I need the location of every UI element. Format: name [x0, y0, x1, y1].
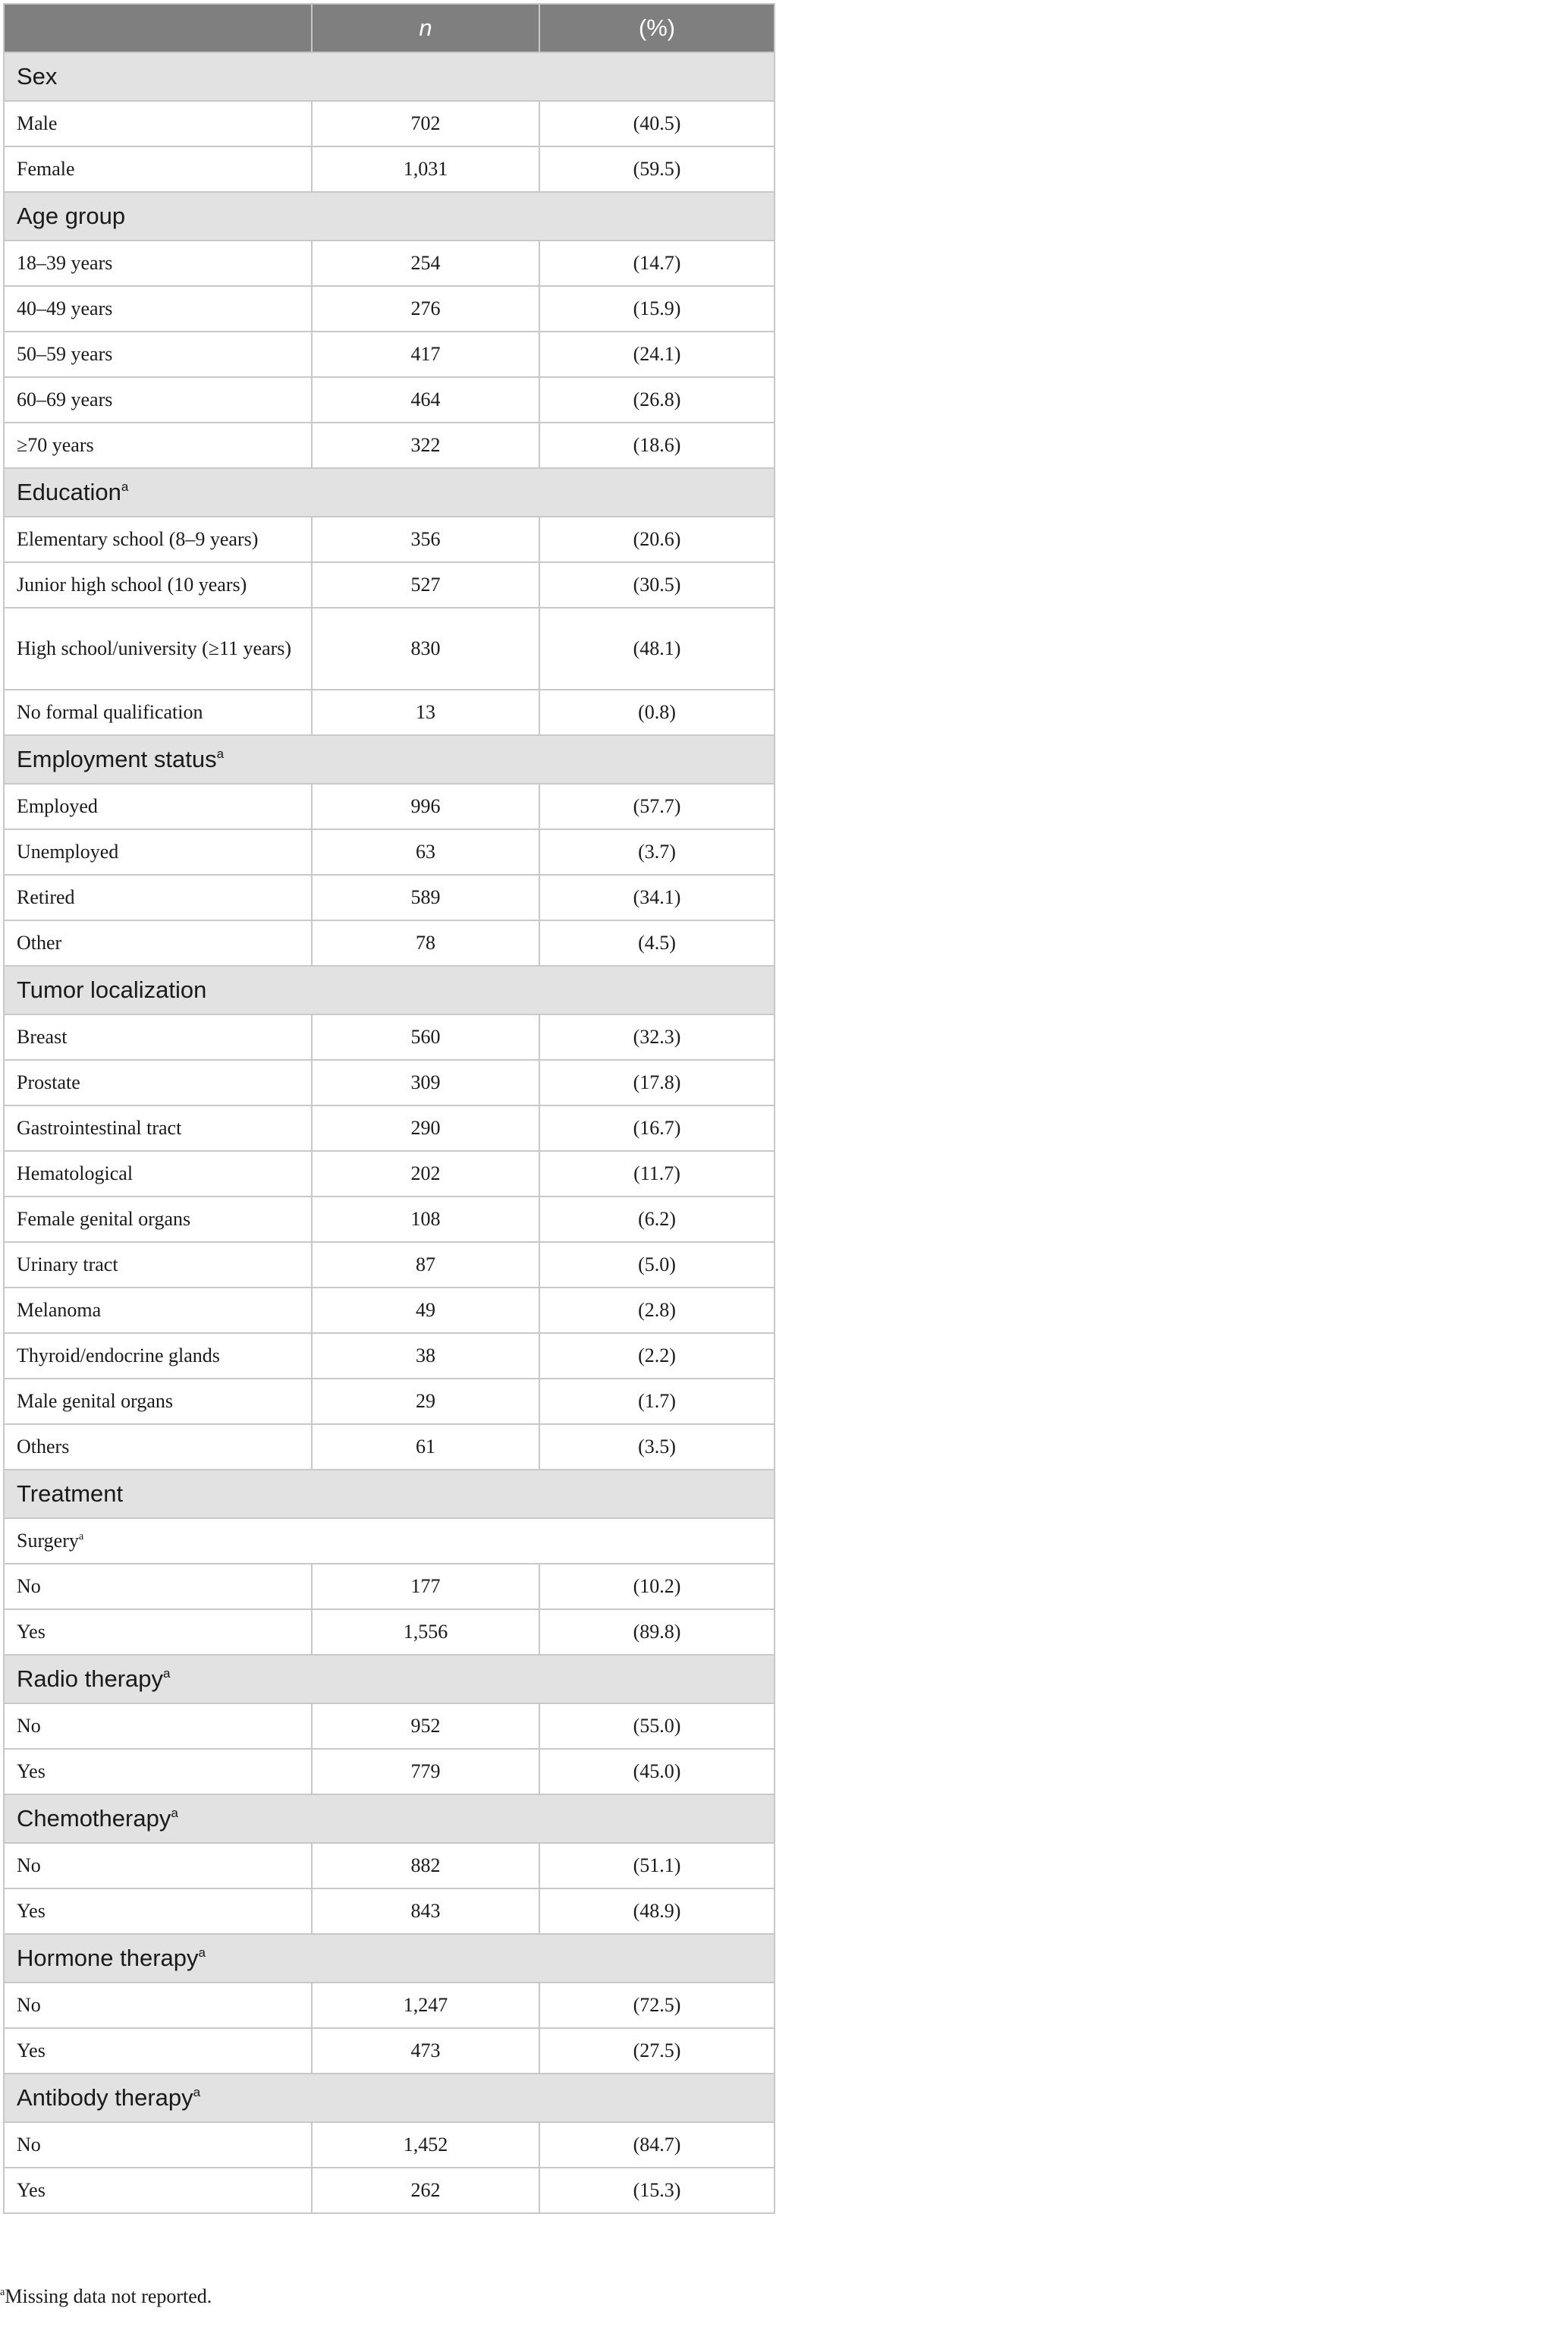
- row-label-cell: Thyroid/endocrine glands: [4, 1333, 312, 1379]
- row-label-cell: Breast: [4, 1014, 312, 1060]
- row-n-cell: 996: [312, 784, 539, 829]
- row-n-cell: 87: [312, 1242, 539, 1288]
- row-n-cell: 952: [312, 1703, 539, 1749]
- row-pct-cell: (27.5): [539, 2028, 775, 2074]
- table-row: [4, 1424, 775, 1470]
- row-n-cell: 527: [312, 562, 539, 608]
- row-pct-cell: (1.7): [539, 1379, 775, 1424]
- row-pct-cell: (3.5): [539, 1424, 775, 1470]
- section-header-row: [4, 52, 775, 101]
- row-pct-cell: (16.7): [539, 1105, 775, 1151]
- row-pct-cell: (0.8): [539, 690, 775, 735]
- footnote-marker: a: [216, 747, 225, 762]
- row-pct-cell: (4.5): [539, 920, 775, 966]
- section-title: [4, 1794, 775, 1843]
- row-pct-cell: (15.9): [539, 286, 775, 332]
- row-label-cell: Other: [4, 920, 312, 966]
- row-label-cell: ≥70 years: [4, 423, 312, 468]
- row-pct-cell: (15.3): [539, 2168, 775, 2213]
- row-label-cell: Hematological: [4, 1151, 312, 1197]
- row-pct-cell: (2.2): [539, 1333, 775, 1379]
- row-pct-cell: (3.7): [539, 829, 775, 875]
- row-label-cell: Employed: [4, 784, 312, 829]
- row-n-cell: 882: [312, 1843, 539, 1888]
- row-n-cell: 830: [312, 608, 539, 690]
- row-n-cell: 63: [312, 829, 539, 875]
- row-pct-cell: (55.0): [539, 1703, 775, 1749]
- row-label-cell: Melanoma: [4, 1288, 312, 1333]
- table-row: [4, 1564, 775, 1609]
- row-label-cell: Others: [4, 1424, 312, 1470]
- row-pct-cell: (6.2): [539, 1197, 775, 1242]
- row-label-cell: 18–39 years: [4, 241, 312, 286]
- section-title-text: Radio therapy: [17, 1665, 164, 1692]
- row-n-cell: 464: [312, 377, 539, 423]
- row-n-cell: 202: [312, 1151, 539, 1197]
- row-label-cell: Female: [4, 146, 312, 192]
- row-n-cell: 1,031: [312, 146, 539, 192]
- table-row: [4, 2168, 775, 2213]
- row-n-cell: 843: [312, 1888, 539, 1934]
- row-pct-cell: (72.5): [539, 1983, 775, 2028]
- table-row: [4, 146, 775, 192]
- table-footnote: [0, 2285, 212, 2308]
- section-title-text: Employment status: [17, 746, 217, 772]
- row-pct-cell: (10.2): [539, 1564, 775, 1609]
- section-title-text: Treatment: [17, 1480, 124, 1507]
- section-title-text: Age group: [17, 203, 126, 229]
- row-label-cell: Unemployed: [4, 829, 312, 875]
- row-pct-cell: (11.7): [539, 1151, 775, 1197]
- table-row: [4, 241, 775, 286]
- row-pct-cell: (2.8): [539, 1288, 775, 1333]
- row-label-cell: Gastrointestinal tract: [4, 1105, 312, 1151]
- row-n-cell: 61: [312, 1424, 539, 1470]
- footnote-marker: a: [0, 2286, 5, 2298]
- row-label-cell: No: [4, 1703, 312, 1749]
- row-n-cell: 38: [312, 1333, 539, 1379]
- table-row: [4, 608, 775, 690]
- table-row: [4, 1242, 775, 1288]
- demographics-table-container: [3, 3, 774, 2214]
- table-row: [4, 1888, 775, 1934]
- row-n-cell: 254: [312, 241, 539, 286]
- header-row: [4, 4, 775, 52]
- table-row: [4, 332, 775, 377]
- row-label-cell: Yes: [4, 1609, 312, 1655]
- row-n-cell: 560: [312, 1014, 539, 1060]
- row-label-cell: Yes: [4, 2028, 312, 2074]
- row-label-cell: 60–69 years: [4, 377, 312, 423]
- row-pct-cell: (84.7): [539, 2122, 775, 2168]
- row-label-cell: No: [4, 1843, 312, 1888]
- row-n-cell: 276: [312, 286, 539, 332]
- section-header-row: [4, 1655, 775, 1703]
- row-label-cell: No: [4, 2122, 312, 2168]
- section-title-text: Education: [17, 479, 121, 505]
- section-title-text: Hormone therapy: [17, 1945, 199, 1971]
- row-label-cell: Male: [4, 101, 312, 146]
- row-pct-cell: (18.6): [539, 423, 775, 468]
- row-label-cell: No formal qualification: [4, 690, 312, 735]
- row-pct-cell: (89.8): [539, 1609, 775, 1655]
- table-row: [4, 1609, 775, 1655]
- table-row: [4, 1105, 775, 1151]
- section-title: [4, 735, 775, 784]
- row-label-cell: 50–59 years: [4, 332, 312, 377]
- row-label-cell: Yes: [4, 1749, 312, 1794]
- row-pct-cell: (14.7): [539, 241, 775, 286]
- footnote-marker: a: [193, 2085, 201, 2100]
- row-n-cell: 473: [312, 2028, 539, 2074]
- row-n-cell: 702: [312, 101, 539, 146]
- footnote-marker: a: [163, 1666, 171, 1681]
- footnote-marker: a: [78, 1530, 84, 1542]
- row-pct-cell: (24.1): [539, 332, 775, 377]
- row-n-cell: 322: [312, 423, 539, 468]
- table-row: [4, 286, 775, 332]
- table-row: [4, 875, 775, 920]
- row-pct-cell: (26.8): [539, 377, 775, 423]
- row-label-cell: 40–49 years: [4, 286, 312, 332]
- subsection-row: [4, 1518, 775, 1564]
- table-row: [4, 101, 775, 146]
- table-row: [4, 2028, 775, 2074]
- row-pct-cell: (59.5): [539, 146, 775, 192]
- row-pct-cell: (17.8): [539, 1060, 775, 1105]
- table-row: [4, 1197, 775, 1242]
- row-pct-cell: (30.5): [539, 562, 775, 608]
- section-header-row: [4, 735, 775, 784]
- table-row: [4, 423, 775, 468]
- table-row: [4, 1060, 775, 1105]
- section-title: [4, 468, 775, 517]
- row-pct-cell: (40.5): [539, 101, 775, 146]
- footnote-text: Missing data not reported.: [5, 2285, 212, 2307]
- table-header: [4, 4, 775, 52]
- row-n-cell: 290: [312, 1105, 539, 1151]
- row-label-cell: Male genital organs: [4, 1379, 312, 1424]
- subsection-label-text: Surgery: [17, 1530, 79, 1552]
- row-label-cell: Female genital organs: [4, 1197, 312, 1242]
- section-header-row: [4, 2074, 775, 2122]
- row-label-cell: Retired: [4, 875, 312, 920]
- row-n-cell: 1,556: [312, 1609, 539, 1655]
- table-row: [4, 517, 775, 562]
- row-n-cell: 29: [312, 1379, 539, 1424]
- table-row: [4, 562, 775, 608]
- row-label-cell: Yes: [4, 1888, 312, 1934]
- table-row: [4, 1703, 775, 1749]
- section-header-row: [4, 1470, 775, 1518]
- row-n-cell: 262: [312, 2168, 539, 2213]
- table-row: [4, 690, 775, 735]
- row-label-cell: Prostate: [4, 1060, 312, 1105]
- section-title-text: Tumor localization: [17, 976, 207, 1003]
- table-row: [4, 1014, 775, 1060]
- table-row: [4, 1749, 775, 1794]
- section-title: [4, 1655, 775, 1703]
- row-pct-cell: (5.0): [539, 1242, 775, 1288]
- section-header-row: [4, 966, 775, 1014]
- table-row: [4, 1983, 775, 2028]
- section-title-text: Chemotherapy: [17, 1805, 171, 1832]
- header-label-cell: [4, 4, 312, 52]
- row-label-cell: Yes: [4, 2168, 312, 2213]
- section-title-text: Sex: [17, 63, 58, 90]
- table-row: [4, 1151, 775, 1197]
- row-label-cell: Junior high school (10 years): [4, 562, 312, 608]
- row-label-cell: Elementary school (8–9 years): [4, 517, 312, 562]
- table-row: [4, 2122, 775, 2168]
- row-pct-cell: (48.9): [539, 1888, 775, 1934]
- row-label-cell: High school/university (≥11 years): [4, 608, 312, 690]
- row-n-cell: 589: [312, 875, 539, 920]
- row-label-cell: No: [4, 1564, 312, 1609]
- row-pct-cell: (48.1): [539, 608, 775, 690]
- table-row: [4, 920, 775, 966]
- header-n-cell: n: [312, 4, 539, 52]
- footnote-marker: a: [121, 480, 129, 495]
- row-n-cell: 309: [312, 1060, 539, 1105]
- table-row: [4, 1843, 775, 1888]
- table-row: [4, 1333, 775, 1379]
- section-header-row: [4, 468, 775, 517]
- table-row: [4, 1379, 775, 1424]
- table-row: [4, 1288, 775, 1333]
- table-row: [4, 784, 775, 829]
- table-body: [4, 52, 775, 2213]
- footnote-marker: a: [198, 1945, 206, 1961]
- section-header-row: [4, 1934, 775, 1983]
- row-n-cell: 779: [312, 1749, 539, 1794]
- row-n-cell: 177: [312, 1564, 539, 1609]
- section-title: [4, 2074, 775, 2122]
- section-title: [4, 966, 775, 1014]
- row-pct-cell: (51.1): [539, 1843, 775, 1888]
- row-pct-cell: (45.0): [539, 1749, 775, 1794]
- demographics-table: [3, 3, 775, 2214]
- row-pct-cell: (34.1): [539, 875, 775, 920]
- section-header-row: [4, 192, 775, 241]
- row-pct-cell: (57.7): [539, 784, 775, 829]
- table-row: [4, 829, 775, 875]
- header-pct-cell: (%): [539, 4, 775, 52]
- row-label-cell: Urinary tract: [4, 1242, 312, 1288]
- row-pct-cell: (20.6): [539, 517, 775, 562]
- subsection-label: [4, 1518, 775, 1564]
- section-title: [4, 1470, 775, 1518]
- row-n-cell: 78: [312, 920, 539, 966]
- table-row: [4, 377, 775, 423]
- row-label-cell: No: [4, 1983, 312, 2028]
- row-n-cell: 356: [312, 517, 539, 562]
- section-title: [4, 52, 775, 101]
- section-title: [4, 1934, 775, 1983]
- section-title-text: Antibody therapy: [17, 2084, 193, 2111]
- row-n-cell: 49: [312, 1288, 539, 1333]
- row-pct-cell: (32.3): [539, 1014, 775, 1060]
- row-n-cell: 1,247: [312, 1983, 539, 2028]
- row-n-cell: 108: [312, 1197, 539, 1242]
- section-header-row: [4, 1794, 775, 1843]
- row-n-cell: 1,452: [312, 2122, 539, 2168]
- row-n-cell: 417: [312, 332, 539, 377]
- section-title: [4, 192, 775, 241]
- row-n-cell: 13: [312, 690, 539, 735]
- footnote-marker: a: [171, 1806, 178, 1821]
